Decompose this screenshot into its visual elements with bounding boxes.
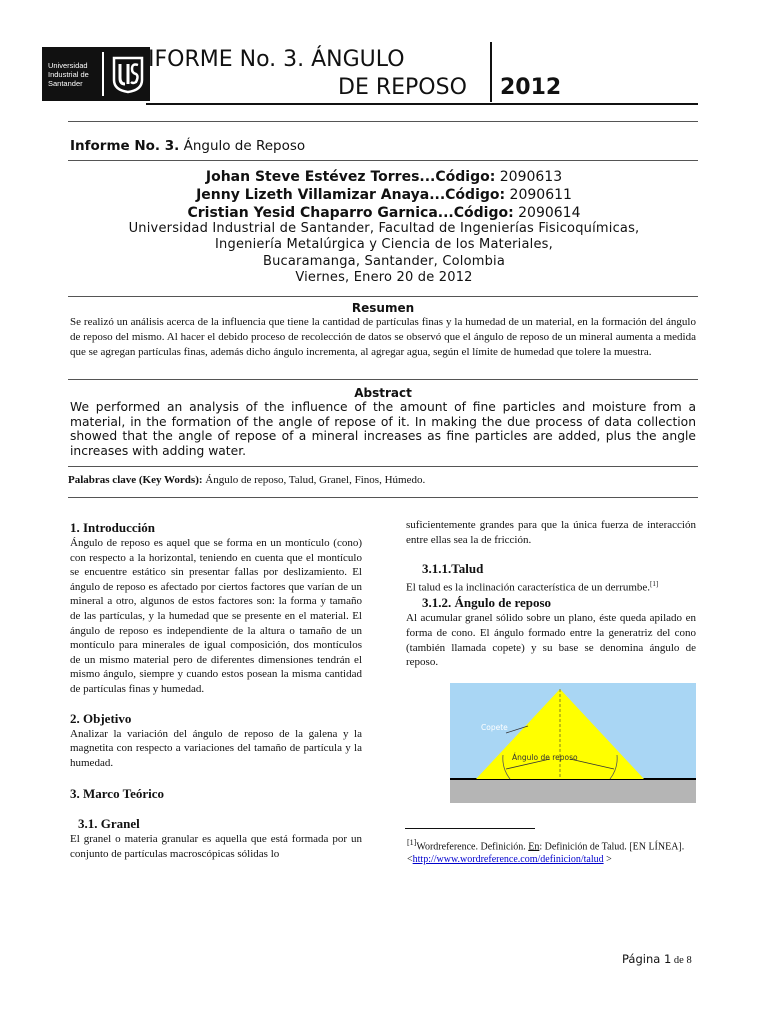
footnote-rule: [405, 828, 535, 829]
affiliation-line: Universidad Industrial de Santander, Facultad de Ingenierías Fisicoquímicas,: [128, 221, 640, 236]
university-logo: [42, 47, 150, 101]
intro-heading: 1. Introducción: [70, 520, 155, 535]
informe-rest: Ángulo de Reposo: [179, 138, 306, 154]
author-name: Jenny Lizeth Villamizar Anaya...: [196, 187, 446, 203]
divider: [68, 121, 698, 122]
cone-diagram: [450, 683, 696, 803]
footnote-en: En: [528, 841, 540, 853]
page-label: Página 1: [622, 952, 672, 966]
keywords-value: Ángulo de reposo, Talud, Granel, Finos, Húmedo.: [202, 474, 426, 486]
granel-body-cont: suficientemente grandes para que la única fuerza de interacción entre ellas sea la de fricción.: [406, 519, 696, 546]
objetivo-body: Analizar la variación del ángulo de reposo de la galena y la magnetita con respecto a variaciones del tamaño de partícula y la humedad.: [70, 727, 362, 769]
resumen-heading: Resumen: [351, 301, 415, 315]
author-code: 2090611: [505, 187, 572, 203]
footnote: [407, 836, 697, 866]
footnote-lt: <: [407, 854, 413, 866]
affiliation-date: Viernes, Enero 20 de 2012: [295, 270, 473, 285]
affiliation-line: Ingeniería Metalúrgica y Ciencia de los Materiales,: [215, 237, 553, 252]
header-title-line2: DE REPOSO: [338, 75, 467, 100]
footnote-text: Wordreference. Definición.: [416, 841, 529, 853]
code-label: Código:: [435, 169, 496, 185]
keywords: [68, 474, 698, 486]
divider: [68, 497, 698, 498]
author-code: 2090614: [513, 205, 581, 221]
divider: [68, 466, 698, 467]
affiliation-line: Bucaramanga, Santander, Colombia: [262, 254, 506, 269]
page-number: [622, 952, 692, 966]
left-column: [70, 520, 362, 862]
abstract-body: We performed an analysis of the influence of the amount of fine particles and moisture from a material, in the formation of the angle of repose of it. In making the due process of data collection showed that the angle of repose of a mineral increases as fine particles are added, plus the angle increases with adding water.: [70, 400, 696, 458]
author-line: [0, 168, 768, 186]
label-angulo: Ángulo de reposo: [512, 753, 578, 762]
keywords-label: Palabras clave (Key Words):: [68, 474, 203, 486]
abstract-heading: Abstract: [354, 386, 412, 400]
author-line: [0, 204, 768, 222]
talud-heading: 3.1.1.Talud: [422, 561, 484, 577]
granel-heading: 3.1. Granel: [78, 816, 140, 832]
talud-ref: [1]: [650, 580, 659, 589]
code-label: Código:: [453, 205, 514, 221]
author-name: Cristian Yesid Chaparro Garnica...: [187, 205, 454, 221]
footnote-ref: [1]: [407, 838, 417, 847]
talud-body: [406, 577, 696, 595]
ground-plane: [450, 779, 696, 803]
marco-heading: 3. Marco Teórico: [70, 786, 164, 802]
angle-of-repose-figure: [450, 683, 696, 803]
logo-separator: [102, 52, 104, 96]
header-rule: [146, 103, 698, 105]
author-code: 2090613: [495, 169, 563, 185]
talud-text: El talud es la inclinación característica de un derrumbe.: [406, 581, 651, 594]
informe-title: [70, 138, 305, 154]
angulo-body: Al acumular granel sólido sobre un plano, éste queda apilado en forma de cono. El ángulo formado entre la generatriz del cono (también llamada copete) y su base se denomina ángulo de reposo.: [406, 612, 696, 669]
informe-bold: Informe No. 3.: [70, 138, 180, 154]
header-divider: [490, 42, 492, 102]
resumen-body: Se realizó un análisis acerca de la influencia que tiene la cantidad de partículas finas y la humedad de un material, en la formación del ángulo de reposo del mismo. Al hacer el debido proceso de recolección de datos se observó que el ángulo de reposo de un mineral aumenta a medida que se agregan partículas finas, además dicho ángulo incrementa, al agregar agua, según el límite de humedad que tolere la muestra.: [70, 316, 696, 358]
objetivo-heading: 2. Objetivo: [70, 710, 132, 726]
intro-body: Ángulo de reposo es aquel que se forma en un montículo (cono) con respecto a la horizontal, teniendo en cuenta que el montículo se encuentre estático sin presentar fallas por deslizamiento. El ángulo de reposo es afectado por ciertos factores que varían de un mineral a otro, algunos de estos factores son: la forma y tamaño de las partículas, y la humedad que se presente en el material. El ángulo de reposo es independiente de la altura o tamaño de un montículo para minerales de igual composición, dos montículos de un mismo material pero de diferentes dimensiones tendrán el mismo ángulo, siempre y cuando estos posean la misma cantidad de partículas finas y humedad.: [70, 537, 362, 695]
author-name: Johan Steve Estévez Torres...: [205, 169, 436, 185]
footnote-link[interactable]: http://www.wordreference.com/definicion/talud: [412, 854, 604, 866]
author-line: [0, 186, 768, 204]
granel-body: El granel o materia granular es aquella que está formada por un conjunto de partículas macroscópicas sólidas lo: [70, 833, 362, 860]
logo-text: Universidad Industrial de Santander: [48, 60, 89, 88]
footnote-gt: >: [603, 854, 612, 866]
uis-emblem-icon: [110, 54, 146, 94]
header-title-line1: IFORME No. 3. ÁNGULO: [148, 47, 405, 72]
divider: [68, 160, 698, 161]
resumen-box: [68, 296, 698, 380]
right-column: [406, 518, 696, 670]
code-label: Código:: [445, 187, 506, 203]
page-total: de 8: [671, 955, 692, 966]
footnote-text2: : Definición de Talud. [EN LÍNEA].: [539, 841, 685, 853]
abstract-section: [68, 386, 698, 458]
header-year: 2012: [500, 75, 562, 100]
label-copete: Copete: [481, 723, 508, 732]
angulo-heading: 3.1.2. Ángulo de reposo: [422, 595, 552, 611]
